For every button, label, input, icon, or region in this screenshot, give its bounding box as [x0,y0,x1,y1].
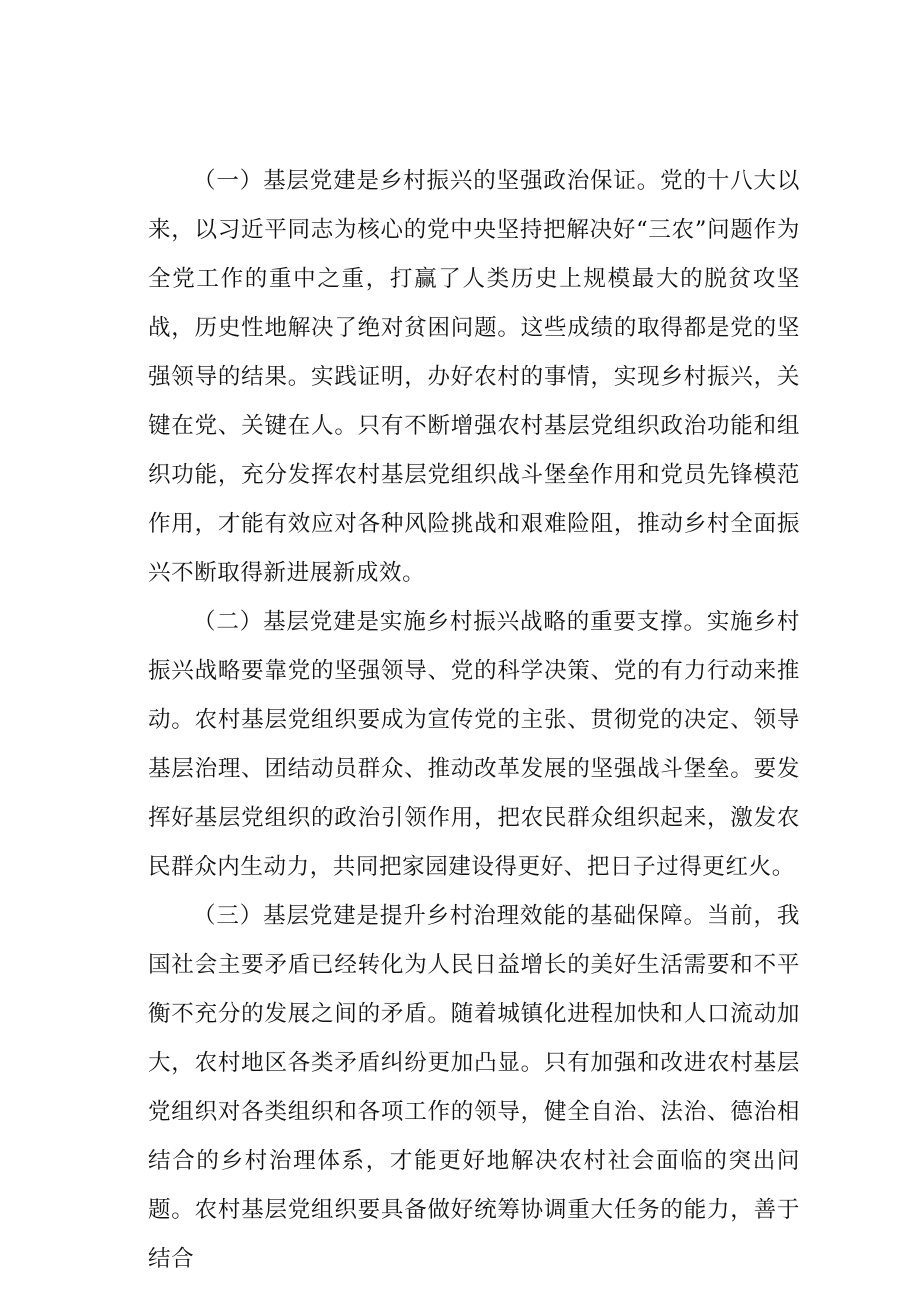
document-body [148,157,800,1284]
paragraph-1: （一）基层党建是乡村振兴的坚强政治保证。党的十八大以来，以习近平同志为核心的党中央坚持把解决好“三农”问题作为全党工作的重中之重，打赢了人类历史上规模最大的脱贫攻坚战，历史性地解决了绝对贫困问题。这些成绩的取得都是党的坚强领导的结果。实践证明，办好农村的事情，实现乡村振兴，关键在党、关键在人。只有不断增强农村基层党组织政治功能和组织功能，充分发挥农村基层党组织战斗堡垒作用和党员先锋模范作用，才能有效应对各种风险挑战和艰难险阻，推动乡村全面振兴不断取得新进展新成效。 [148,168,800,586]
paragraph-3: （三）基层党建是提升乡村治理效能的基础保障。当前，我国社会主要矛盾已经转化为人民日益增长的美好生活需要和不平衡不充分的发展之间的矛盾。随着城镇化进程加快和人口流动加大，农村地区各类矛盾纠纷更加凸显。只有加强和改进农村基层党组织对各类组织和各项工作的领导，健全自治、法治、德治相结合的乡村治理体系，才能更好地解决农村社会面临的突出问题。农村基层党组织要具备做好统筹协调重大任务的能力，善于结合 [148,903,800,1272]
paragraph-2: （二）基层党建是实施乡村振兴战略的重要支撑。实施乡村振兴战略要靠党的坚强领导、党的科学决策、党的有力行动来推动。农村基层党组织要成为宣传党的主张、贯彻党的决定、领导基层治理、团结动员群众、推动改革发展的坚强战斗堡垒。要发挥好基层党组织的政治引领作用，把农民群众组织起来，激发农民群众内生动力，共同把家园建设得更好、把日子过得更红火。 [148,609,800,880]
